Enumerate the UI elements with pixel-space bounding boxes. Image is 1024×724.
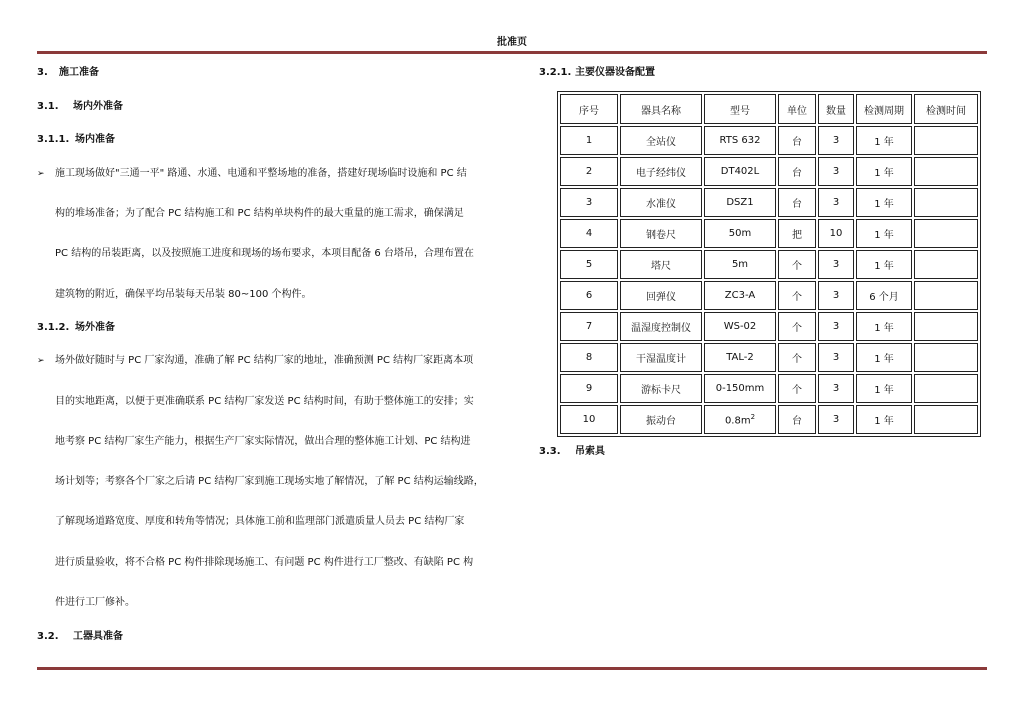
table-row	[560, 219, 978, 248]
page-header-title: 批准页	[497, 37, 527, 48]
paragraph-line: 构的堆场准备；为了配合 PC 结构施工和 PC 结构单块构件的最大重量的施工需求，确保满足	[55, 208, 464, 219]
cell-check-time	[914, 312, 978, 341]
table-row	[560, 312, 978, 341]
cell-index: 8	[560, 343, 618, 372]
cell-check-time	[914, 374, 978, 403]
cell-name: 塔尺	[620, 250, 702, 279]
cell-quantity: 3	[818, 374, 854, 403]
cell-check-time	[914, 281, 978, 310]
cell-cycle: 1 年	[856, 219, 912, 248]
table-row	[560, 374, 978, 403]
col-header-model: 型号	[704, 94, 776, 124]
cell-name: 电子经纬仪	[620, 157, 702, 186]
heading-3-1-1: 3.1.1. 场内准备	[37, 134, 115, 145]
superscript: 2	[750, 412, 756, 421]
paragraph-line: 地考察 PC 结构厂家生产能力，根据生产厂家实际情况，做出合理的整体施工计划、PC 结构进	[55, 436, 471, 447]
cell-name: 水准仪	[620, 188, 702, 217]
heading-3-2-1: 3.2.1. 主要仪器设备配置	[539, 67, 655, 78]
cell-check-time	[914, 188, 978, 217]
table-row	[560, 250, 978, 279]
paragraph-line: 场计划等；考察各个厂家之后请 PC 结构厂家到施工现场实地了解情况，了解 PC 结构运输线路，	[55, 476, 484, 487]
cell-index: 4	[560, 219, 618, 248]
table-row	[560, 405, 978, 434]
cell-unit: 个	[778, 281, 816, 310]
paragraph-line: 了解现场道路宽度、厚度和转角等情况；具体施工前和监理部门派遣质量人员去 PC 结构厂家	[55, 516, 465, 527]
cell-cycle: 6 个月	[856, 281, 912, 310]
cell-name: 振动台	[620, 405, 702, 434]
cell-quantity: 3	[818, 312, 854, 341]
col-header-quantity: 数量	[818, 94, 854, 124]
cell-model: DSZ1	[704, 188, 776, 217]
cell-check-time	[914, 219, 978, 248]
paragraph-line: 场外做好随时与 PC 厂家沟通，准确了解 PC 结构厂家的地址，准确预测 PC 结构厂家距离本项	[55, 355, 474, 366]
cell-check-time	[914, 157, 978, 186]
col-header-unit: 单位	[778, 94, 816, 124]
col-header-check-time: 检测时间	[914, 94, 978, 124]
paragraph-line: PC 结构的吊装距离，以及按照施工进度和现场的场布要求，本项目配备 6 台塔吊，合理布置在	[55, 248, 474, 259]
cell-cycle: 1 年	[856, 157, 912, 186]
heading-3-1-2: 3.1.2. 场外准备	[37, 322, 115, 333]
cell-unit: 个	[778, 374, 816, 403]
cell-index: 10	[560, 405, 618, 434]
cell-cycle: 1 年	[856, 188, 912, 217]
header-rule	[37, 51, 987, 54]
cell-quantity: 3	[818, 188, 854, 217]
cell-model: RTS 632	[704, 126, 776, 155]
cell-model	[704, 405, 776, 434]
cell-name: 回弹仪	[620, 281, 702, 310]
bullet-arrow-icon: ➢	[37, 169, 45, 179]
cell-cycle: 1 年	[856, 374, 912, 403]
paragraph-line: 施工现场做好"三通一平" 路通、水通、电通和平整场地的准备，搭建好现场临时设施和 PC 结	[55, 168, 467, 179]
cell-name: 温湿度控制仪	[620, 312, 702, 341]
table-row	[560, 343, 978, 372]
cell-model: WS-02	[704, 312, 776, 341]
cell-unit: 把	[778, 219, 816, 248]
cell-quantity: 3	[818, 405, 854, 434]
cell-unit: 台	[778, 126, 816, 155]
cell-unit: 台	[778, 157, 816, 186]
table-row	[560, 157, 978, 186]
cell-index: 6	[560, 281, 618, 310]
cell-name: 游标卡尺	[620, 374, 702, 403]
cell-model-value: 0.8m	[724, 415, 751, 427]
table-row	[560, 188, 978, 217]
cell-cycle: 1 年	[856, 312, 912, 341]
cell-model: ZC3-A	[704, 281, 776, 310]
cell-model: TAL-2	[704, 343, 776, 372]
paragraph-line: 目的实地距离，以便于更准确联系 PC 结构厂家发送 PC 结构时间，有助于整体施工的安排；实	[55, 396, 474, 407]
cell-quantity: 3	[818, 157, 854, 186]
cell-quantity: 3	[818, 126, 854, 155]
cell-index: 5	[560, 250, 618, 279]
cell-index: 3	[560, 188, 618, 217]
heading-3-1: 3.1. 场内外准备	[37, 101, 123, 112]
table-row	[560, 126, 978, 155]
cell-cycle: 1 年	[856, 126, 912, 155]
cell-index: 1	[560, 126, 618, 155]
cell-unit: 台	[778, 405, 816, 434]
cell-model: DT402L	[704, 157, 776, 186]
col-header-index: 序号	[560, 94, 618, 124]
cell-cycle: 1 年	[856, 343, 912, 372]
cell-quantity: 3	[818, 281, 854, 310]
cell-check-time	[914, 126, 978, 155]
table-row	[560, 281, 978, 310]
cell-name: 钢卷尺	[620, 219, 702, 248]
cell-check-time	[914, 343, 978, 372]
heading-3-2: 3.2. 工器具准备	[37, 631, 123, 642]
cell-check-time	[914, 250, 978, 279]
table-header-row	[560, 94, 978, 124]
cell-quantity: 10	[818, 219, 854, 248]
cell-model: 50m	[704, 219, 776, 248]
col-header-cycle: 检测周期	[856, 94, 912, 124]
col-header-name: 器具名称	[620, 94, 702, 124]
cell-cycle: 1 年	[856, 405, 912, 434]
bullet-arrow-icon: ➢	[37, 356, 45, 366]
cell-model: 0-150mm	[704, 374, 776, 403]
paragraph-line: 进行质量验收，将不合格 PC 构件排除现场施工、有问题 PC 构件进行工厂整改、有缺陷 PC 构	[55, 557, 474, 568]
cell-index: 2	[560, 157, 618, 186]
cell-name: 干湿温度计	[620, 343, 702, 372]
paragraph-line: 件进行工厂修补。	[55, 597, 135, 608]
cell-index: 9	[560, 374, 618, 403]
footer-rule	[37, 667, 987, 670]
cell-unit: 个	[778, 312, 816, 341]
equipment-table	[557, 91, 981, 437]
cell-model: 5m	[704, 250, 776, 279]
cell-check-time	[914, 405, 978, 434]
cell-index: 7	[560, 312, 618, 341]
cell-unit: 个	[778, 250, 816, 279]
heading-3-3: 3.3. 吊索具	[539, 446, 605, 457]
cell-unit: 台	[778, 188, 816, 217]
cell-quantity: 3	[818, 250, 854, 279]
cell-unit: 个	[778, 343, 816, 372]
paragraph-line: 建筑物的附近，确保平均吊装每天吊装 80~100 个构件。	[55, 289, 312, 300]
heading-3: 3. 施工准备	[37, 67, 99, 78]
cell-name: 全站仪	[620, 126, 702, 155]
cell-cycle: 1 年	[856, 250, 912, 279]
cell-quantity: 3	[818, 343, 854, 372]
